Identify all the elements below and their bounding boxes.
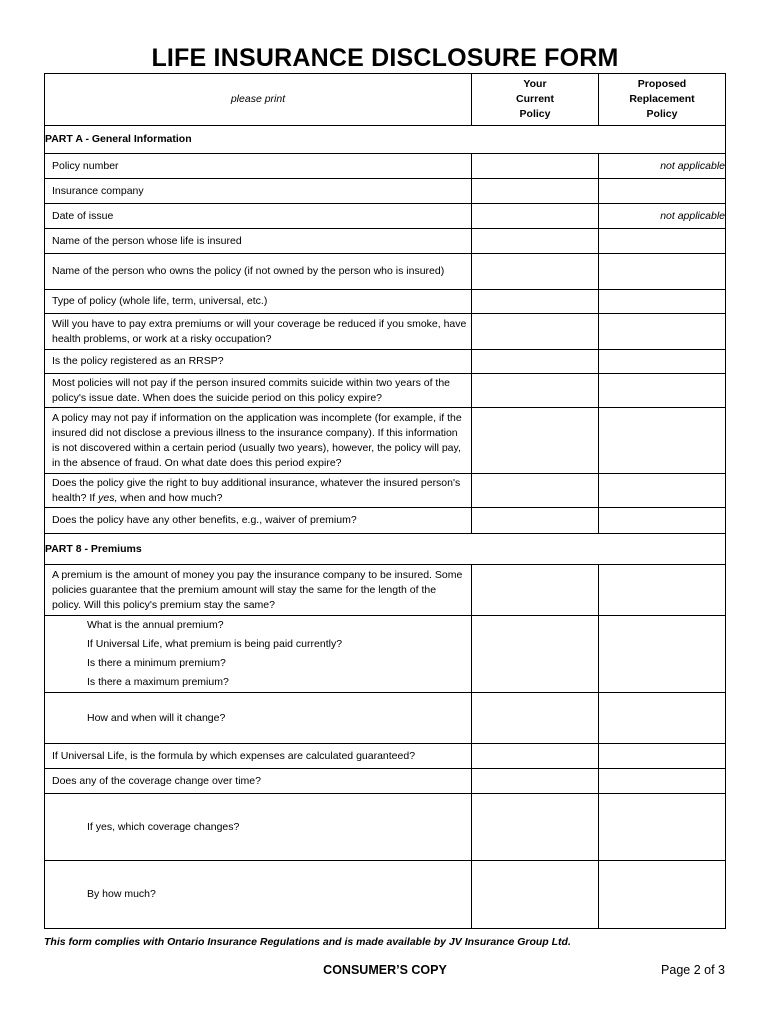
question-expense-formula-guaranteed: If Universal Life, is the formula by which expenses are calculated guaranteed?	[45, 744, 472, 769]
question-universal-life-current-premium: If Universal Life, what premium is being paid currently?	[87, 638, 343, 650]
consumer-copy-label: CONSUMER’S COPY	[323, 963, 447, 977]
question-policy-owner-name: Name of the person who owns the policy (if not owned by the person who is insured)	[45, 254, 472, 290]
table-row	[45, 290, 726, 314]
proposed-additional-insurance-field[interactable]	[599, 474, 726, 508]
proposed-premium-stay-same-field[interactable]	[599, 565, 726, 616]
current-by-how-much-field[interactable]	[472, 861, 599, 929]
question-annual-premium: What is the annual premium?	[87, 619, 224, 631]
current-rrsp-field[interactable]	[472, 350, 599, 374]
current-suicide-period-field[interactable]	[472, 374, 599, 408]
proposed-policy-number-not-applicable: not applicable	[599, 154, 726, 179]
table-row	[45, 744, 726, 769]
current-date-of-issue-field[interactable]	[472, 204, 599, 229]
table-row	[45, 565, 726, 616]
current-extra-premiums-field[interactable]	[472, 314, 599, 350]
proposed-other-benefits-field[interactable]	[599, 508, 726, 534]
current-coverage-change-field[interactable]	[472, 769, 599, 794]
question-by-how-much: By how much?	[45, 861, 472, 929]
column-header-proposed-policy: Proposed Replacement Policy	[599, 74, 726, 126]
question-premium-change: How and when will it change?	[45, 693, 472, 744]
header-row	[45, 74, 726, 126]
current-premium-stay-same-field[interactable]	[472, 565, 599, 616]
proposed-date-of-issue-not-applicable: not applicable	[599, 204, 726, 229]
question-premium-stay-same: A premium is the amount of money you pay the insurance company to be insured. Some policies guarantee that the premium amount will stay the same for the length of the policy. Will this policy's premium stay the same?	[45, 565, 472, 616]
question-date-of-issue: Date of issue	[45, 204, 472, 229]
form-title: LIFE INSURANCE DISCLOSURE FORM	[151, 44, 619, 72]
current-policy-number-field[interactable]	[472, 154, 599, 179]
question-suicide-period: Most policies will not pay if the person insured commits suicide within two years of the policy's issue date. When does the suicide period on this policy expire?	[45, 374, 472, 408]
proposed-by-how-much-field[interactable]	[599, 861, 726, 929]
proposed-suicide-period-field[interactable]	[599, 374, 726, 408]
question-maximum-premium: Is there a maximum premium?	[87, 676, 229, 688]
table-row	[45, 693, 726, 744]
question-incontestability-period: A policy may not pay if information on the application was incomplete (for example, if the insured did not disclose a previous illness to the insurance company). If this information is not discovered within a certain period (usually two years), however, the policy will pay, in the absence of fraud. On what date does this period expire?	[45, 408, 472, 474]
part-b-heading-row	[45, 534, 726, 565]
current-insured-person-field[interactable]	[472, 229, 599, 254]
table-row	[45, 350, 726, 374]
proposed-premium-change-field[interactable]	[599, 693, 726, 744]
table-row	[45, 154, 726, 179]
current-insurance-company-field[interactable]	[472, 179, 599, 204]
part-b-heading: PART 8 - Premiums	[45, 534, 726, 565]
proposed-rrsp-field[interactable]	[599, 350, 726, 374]
question-insurance-company: Insurance company	[45, 179, 472, 204]
table-row	[45, 794, 726, 861]
proposed-type-of-policy-field[interactable]	[599, 290, 726, 314]
proposed-extra-premiums-field[interactable]	[599, 314, 726, 350]
current-additional-insurance-field[interactable]	[472, 474, 599, 508]
compliance-note: This form complies with Ontario Insurance Regulations and is made available by JV Insurance Group Ltd.	[44, 936, 571, 948]
proposed-incontestability-field[interactable]	[599, 408, 726, 474]
proposed-insured-person-field[interactable]	[599, 229, 726, 254]
part-a-heading: PART A - General Information	[45, 126, 726, 154]
proposed-coverage-change-field[interactable]	[599, 769, 726, 794]
current-policy-owner-field[interactable]	[472, 254, 599, 290]
column-header-current-policy: Your Current Policy	[472, 74, 599, 126]
question-additional-insurance: Does the policy give the right to buy additional insurance, whatever the insured person's health? If yes, when and how much?	[45, 474, 472, 508]
question-insured-person-name: Name of the person whose life is insured	[45, 229, 472, 254]
table-row	[45, 508, 726, 534]
question-other-benefits: Does the policy have any other benefits, e.g., waiver of premium?	[45, 508, 472, 534]
current-other-benefits-field[interactable]	[472, 508, 599, 534]
proposed-insurance-company-field[interactable]	[599, 179, 726, 204]
table-row	[45, 204, 726, 229]
current-premium-details-field[interactable]	[472, 616, 599, 693]
question-extra-premiums: Will you have to pay extra premiums or will your coverage be reduced if you smoke, have health problems, or work at a risky occupation?	[45, 314, 472, 350]
current-expense-formula-field[interactable]	[472, 744, 599, 769]
question-coverage-change: Does any of the coverage change over time?	[45, 769, 472, 794]
table-row	[45, 374, 726, 408]
question-rrsp-registered: Is the policy registered as an RRSP?	[45, 350, 472, 374]
table-row	[45, 179, 726, 204]
question-premium-details	[45, 616, 472, 693]
table-row	[45, 769, 726, 794]
table-row	[45, 408, 726, 474]
question-policy-number: Policy number	[45, 154, 472, 179]
current-which-coverage-field[interactable]	[472, 794, 599, 861]
table-row	[45, 474, 726, 508]
proposed-premium-details-field[interactable]	[599, 616, 726, 693]
table-row	[45, 254, 726, 290]
part-a-heading-row	[45, 126, 726, 154]
table-row	[45, 229, 726, 254]
question-minimum-premium: Is there a minimum premium?	[87, 657, 226, 669]
current-incontestability-field[interactable]	[472, 408, 599, 474]
question-type-of-policy: Type of policy (whole life, term, universal, etc.)	[45, 290, 472, 314]
disclosure-table	[44, 73, 726, 929]
current-premium-change-field[interactable]	[472, 693, 599, 744]
table-row	[45, 616, 726, 693]
table-row	[45, 314, 726, 350]
please-print-label: please print	[45, 74, 472, 126]
proposed-policy-owner-field[interactable]	[599, 254, 726, 290]
proposed-which-coverage-field[interactable]	[599, 794, 726, 861]
question-which-coverage-changes: If yes, which coverage changes?	[45, 794, 472, 861]
proposed-expense-formula-field[interactable]	[599, 744, 726, 769]
current-type-of-policy-field[interactable]	[472, 290, 599, 314]
page-number: Page 2 of 3	[661, 963, 725, 977]
table-row	[45, 861, 726, 929]
